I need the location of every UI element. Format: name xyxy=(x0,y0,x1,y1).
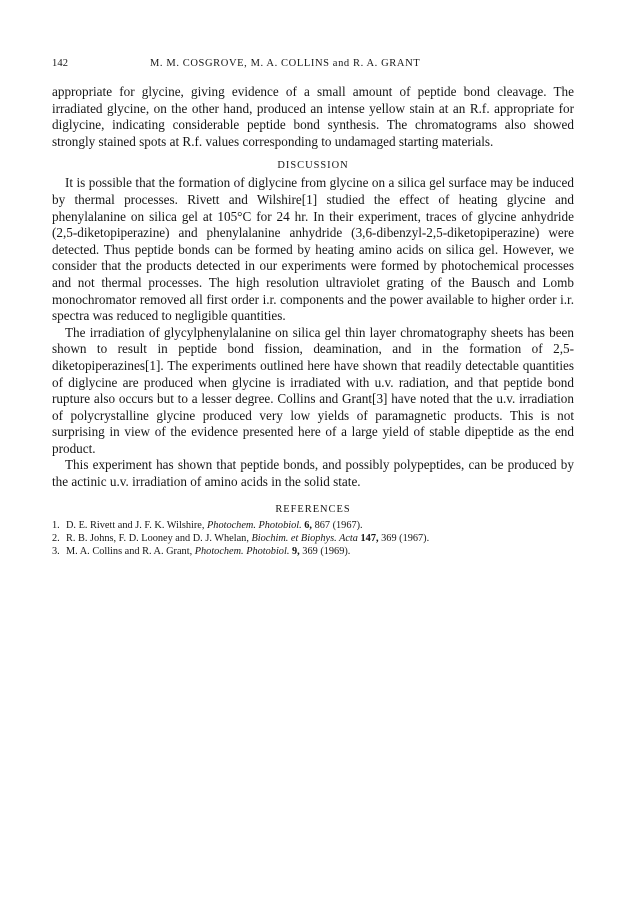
running-title: M. M. COSGROVE, M. A. COLLINS and R. A. GRANT xyxy=(150,58,421,69)
reference-pages-year: 369 (1967). xyxy=(381,533,430,545)
reference-volume: 147, xyxy=(360,533,379,545)
reference-number: 3. xyxy=(52,546,60,558)
running-header xyxy=(52,58,574,74)
reference-journal: Photochem. Photobiol. xyxy=(194,546,290,558)
reference-list xyxy=(52,519,574,559)
reference-item xyxy=(52,532,574,545)
reference-journal: Photochem. Photobiol. xyxy=(207,519,302,531)
reference-authors: R. B. Johns, F. D. Looney and D. J. Whelan, xyxy=(66,533,249,545)
discussion-paragraph-3: This experiment has shown that peptide bonds, and possibly polypeptides, can be produced by the actinic u.v. irradiation of amino acids in the solid state. xyxy=(52,457,574,490)
discussion-paragraph-2: The irradiation of glycylphenylalanine on silica gel thin layer chromatography sheets has been shown to result in peptide bond fission, deamination, and in the formation of 2,5-diketopiperazines[1]. The experiments outlined here have shown that readily detectable quantities of diglycine are produced when glycine is irradiated with u.v. radiation, and that peptide bond rupture also occurs but to a lesser degree. Collins and Grant[3] have noted that the u.v. irradiation of polycrystalline glycine produced very low yields of paramagnetic products. This is not surprising in view of the evidence presented here of a large yield of stable dipeptide as the end product. xyxy=(52,324,574,456)
reference-authors: M. A. Collins and R. A. Grant, xyxy=(66,546,193,558)
reference-item xyxy=(52,545,574,558)
journal-page xyxy=(52,58,574,559)
continuation-paragraph: appropriate for glycine, giving evidence of a small amount of peptide bond cleavage. The irradiated glycine, on the other hand, produced an intense yellow stain at an R.f. appropriate for diglycine, indicating considerable peptide bond synthesis. The chromatograms also showed strongly stained spots at R.f. values corresponding to undamaged starting materials. xyxy=(52,84,574,149)
reference-authors: D. E. Rivett and J. F. K. Wilshire, xyxy=(66,519,205,531)
reference-pages-year: 867 (1967). xyxy=(314,519,363,531)
reference-pages-year: 369 (1969). xyxy=(302,546,351,558)
reference-volume: 6, xyxy=(304,519,312,531)
discussion-heading: DISCUSSION xyxy=(277,160,349,172)
reference-number: 2. xyxy=(52,533,60,545)
discussion-paragraph-1: It is possible that the formation of diglycine from glycine on a silica gel surface may be induced by thermal processes. Rivett and Wilshire[1] studied the effect of heating glycine and phenylalanine on silica gel at 105°C for 24 hr. In their experiment, traces of glycine anhydride (2,5-diketopiperazine) and phenylalanine anhydride (3,6-dibenzyl-2,5-diketopiperazine) were detected. Thus peptide bonds can be formed by heating amino acids on silica gel. However, we consider that the products detected in our experiments were formed by photochemical processes and not thermal processes. The high resolution ultraviolet grating of the Bausch and Lomb monochromator removed all first order i.r. components and the power available to higher order i.r. spectra was reduced to negligible quantities. xyxy=(52,175,574,324)
article-body xyxy=(52,84,574,559)
page-number: 142 xyxy=(52,58,69,69)
references-heading: REFERENCES xyxy=(275,503,351,515)
reference-number: 1. xyxy=(52,519,60,531)
reference-volume: 9, xyxy=(291,546,300,558)
reference-journal: Biochim. et Biophys. Acta xyxy=(251,533,358,545)
reference-item xyxy=(52,519,574,532)
